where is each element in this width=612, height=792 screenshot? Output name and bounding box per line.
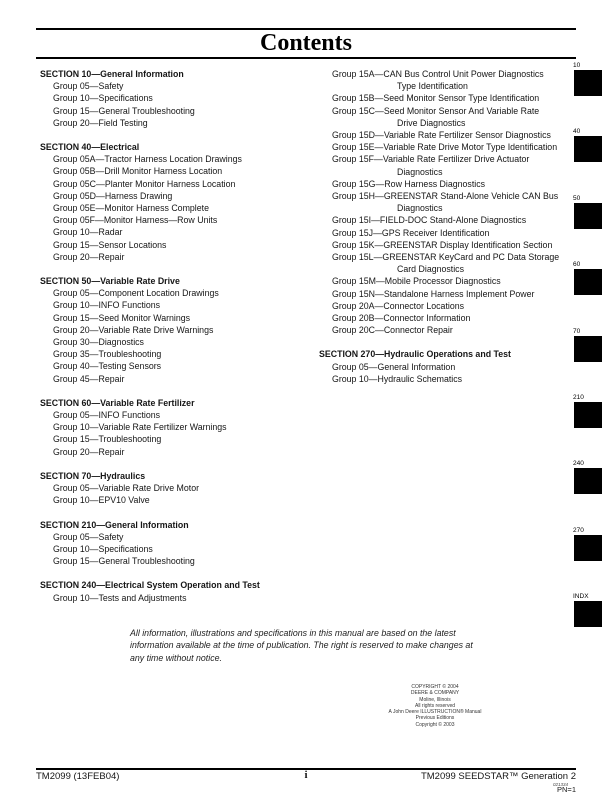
toc-group-entry: Group 15J—GPS Receiver Identification xyxy=(332,227,490,238)
edge-tab-label: 60 xyxy=(573,261,581,269)
toc-group-entry: Group 10—EPV10 Valve xyxy=(53,495,150,506)
toc-group-entry: Group 15M—Mobile Processor Diagnostics xyxy=(332,276,501,287)
toc-group-entry: Group 15D—Variable Rate Fertilizer Sensor Diagnostics xyxy=(332,130,551,141)
toc-group-entry: Group 15A—CAN Bus Control Unit Power Diagnostics Type Identification xyxy=(332,69,544,92)
toc-section-heading: SECTION 50—Variable Rate Drive xyxy=(40,276,180,287)
toc-group-entry: Group 20A—Connector Locations xyxy=(332,300,465,311)
toc-group-entry: Group 05C—Planter Monitor Harness Location xyxy=(53,178,236,189)
edge-tab-label: INDX xyxy=(573,593,589,601)
edge-tab-block xyxy=(574,70,602,96)
toc-group-entry: Group 15F—Variable Rate Fertilizer Drive Actuator Diagnostics xyxy=(332,154,530,177)
toc-group-entry: Group 15K—GREENSTAR Display Identification Section xyxy=(332,239,553,250)
toc-group-entry: Group 10—Specifications xyxy=(53,93,153,104)
toc-section-heading: SECTION 210—General Information xyxy=(40,519,189,530)
copyright-line: COPYRIGHT © 2004 xyxy=(411,684,459,690)
toc-group-entry: Group 05—Safety xyxy=(53,531,124,542)
edge-tab-50 xyxy=(568,195,602,229)
disclaimer-text: All information, illustrations and specifications in this manual are based on the latest information available at the time of publication. The right is reserved to make changes at any time without notice. xyxy=(130,628,473,663)
table-of-contents xyxy=(40,68,576,616)
toc-group-entry: Group 10—Radar xyxy=(53,227,123,238)
copyright-line: Moline, Illinois xyxy=(419,696,451,703)
copyright-block xyxy=(383,684,487,728)
toc-group-entry: Group 10—Hydraulic Schematics xyxy=(332,373,463,384)
copyright-line: Copyright © 2003 xyxy=(415,721,455,728)
footer-pn: PN=1 xyxy=(557,785,576,792)
toc-section-heading: SECTION 40—Electrical xyxy=(40,142,140,153)
toc-group-entry: Group 15—General Troubleshooting xyxy=(53,105,195,116)
edge-tab-240 xyxy=(568,460,602,494)
toc-group-entry: Group 10—Tests and Adjustments xyxy=(53,592,187,603)
toc-group-entry: Group 05—General Information xyxy=(332,361,456,372)
edge-tab-block xyxy=(574,535,602,561)
edge-tab-40 xyxy=(568,128,602,162)
toc-group-entry: Group 30—Diagnostics xyxy=(53,337,144,348)
toc-group-entry: Group 15—Seed Monitor Warnings xyxy=(53,312,191,323)
edge-tab-block xyxy=(574,601,602,627)
toc-group-entry: Group 20—Repair xyxy=(53,446,125,457)
toc-group-entry: Group 15C—Seed Monitor Sensor And Variable Rate Drive Diagnostics xyxy=(332,105,540,128)
toc-group-entry: Group 05F—Monitor Harness—Row Units xyxy=(53,215,218,226)
title-rule-bottom xyxy=(36,57,576,59)
edge-tab-10 xyxy=(568,62,602,96)
toc-group-entry: Group 15G—Row Harness Diagnostics xyxy=(332,178,486,189)
edge-tab-label: 40 xyxy=(573,128,581,136)
edge-tab-label: 70 xyxy=(573,327,581,335)
toc-left-column xyxy=(40,68,262,616)
toc-section-block xyxy=(40,275,262,385)
toc-section-block xyxy=(319,68,561,336)
toc-section-heading: SECTION 70—Hydraulics xyxy=(40,470,146,481)
toc-group-entry: Group 05—Variable Rate Drive Motor xyxy=(53,483,200,494)
edge-tab-label: 240 xyxy=(573,460,584,468)
toc-section-block xyxy=(319,348,561,385)
edge-tab-block xyxy=(574,402,602,428)
edge-tab-block xyxy=(574,468,602,494)
toc-section-heading: SECTION 60—Variable Rate Fertilizer xyxy=(40,397,195,408)
toc-section-block xyxy=(40,141,262,263)
edge-tab-block xyxy=(574,136,602,162)
edge-tab-60 xyxy=(568,261,602,295)
toc-group-entry: Group 10—Variable Rate Fertilizer Warnings xyxy=(53,422,227,433)
toc-group-entry: Group 10—Specifications xyxy=(53,543,153,554)
toc-group-entry: Group 20—Variable Rate Drive Warnings xyxy=(53,324,214,335)
edge-tab-label: 270 xyxy=(573,526,584,534)
toc-group-entry: Group 15H—GREENSTAR Stand-Alone Vehicle CAN Bus Diagnostics xyxy=(332,191,559,214)
toc-group-entry: Group 15B—Seed Monitor Sensor Type Identification xyxy=(332,93,540,104)
toc-group-entry: Group 15N—Standalone Harness Implement Power xyxy=(332,288,535,299)
toc-group-entry: Group 45—Repair xyxy=(53,373,125,384)
toc-section-heading: SECTION 270—Hydraulic Operations and Test xyxy=(319,349,511,360)
toc-group-entry: Group 15I—FIELD-DOC Stand-Alone Diagnostics xyxy=(332,215,527,226)
toc-group-entry: Group 20—Repair xyxy=(53,251,125,262)
copyright-line: All rights reserved xyxy=(414,702,455,709)
print-code: 021334 xyxy=(552,782,568,787)
toc-group-entry: Group 15—Troubleshooting xyxy=(53,434,162,445)
toc-group-entry: Group 20B—Connector Information xyxy=(332,313,471,324)
toc-group-entry: Group 15—Sensor Locations xyxy=(53,239,167,250)
edge-tab-block xyxy=(574,336,602,362)
toc-group-entry: Group 15L—GREENSTAR KeyCard and PC Data Storage Card Diagnostics xyxy=(332,252,560,275)
edge-tab-label: 50 xyxy=(573,194,581,202)
toc-group-entry: Group 15E—Variable Rate Drive Motor Type Identification xyxy=(332,142,558,153)
toc-section-heading: SECTION 240—Electrical System Operation and Test xyxy=(40,580,260,591)
toc-right-column xyxy=(319,68,561,616)
toc-group-entry: Group 05E—Monitor Harness Complete xyxy=(53,203,209,214)
toc-section-block xyxy=(40,519,262,568)
footer-doc-number: TM2099 (13FEB04) xyxy=(36,771,120,782)
toc-section-block xyxy=(40,68,262,129)
edge-tab-block xyxy=(574,203,602,229)
toc-section-block xyxy=(40,397,262,458)
toc-group-entry: Group 05B—Drill Monitor Harness Location xyxy=(53,166,223,177)
footer-doc-title: TM2099 SEEDSTAR™ Generation 2 xyxy=(420,771,576,782)
edge-tab-indx xyxy=(568,593,602,627)
copyright-line: A John Deere ILLUSTRUCTION® Manual xyxy=(388,709,482,716)
toc-group-entry: Group 05D—Harness Drawing xyxy=(53,190,173,201)
toc-group-entry: Group 15—General Troubleshooting xyxy=(53,556,195,567)
copyright-line: DEERE & COMPANY xyxy=(410,690,460,697)
toc-section-block xyxy=(40,470,262,507)
toc-group-entry: Group 35—Troubleshooting xyxy=(53,349,162,360)
edge-tab-70 xyxy=(568,328,602,362)
toc-section-block xyxy=(40,579,262,603)
toc-group-entry: Group 05—INFO Functions xyxy=(53,410,161,421)
toc-group-entry: Group 05A—Tractor Harness Location Drawings xyxy=(53,154,242,165)
edge-tab-block xyxy=(574,269,602,295)
footer-page-number: i xyxy=(304,769,308,781)
toc-group-entry: Group 20—Field Testing xyxy=(53,117,148,128)
edge-tab-210 xyxy=(568,394,602,428)
toc-section-heading: SECTION 10—General Information xyxy=(40,69,184,79)
toc-group-entry: Group 20C—Connector Repair xyxy=(332,325,453,336)
toc-group-entry: Group 05—Component Location Drawings xyxy=(53,288,219,299)
copyright-line: Previous Editions xyxy=(415,715,455,722)
page-title: Contents xyxy=(259,30,352,56)
toc-group-entry: Group 05—Safety xyxy=(53,81,124,92)
edge-tab-270 xyxy=(568,527,602,561)
toc-group-entry: Group 40—Testing Sensors xyxy=(53,361,162,372)
toc-group-entry: Group 10—INFO Functions xyxy=(53,300,161,311)
edge-tab-label: 210 xyxy=(573,394,584,401)
edge-tab-label: 10 xyxy=(573,62,581,69)
